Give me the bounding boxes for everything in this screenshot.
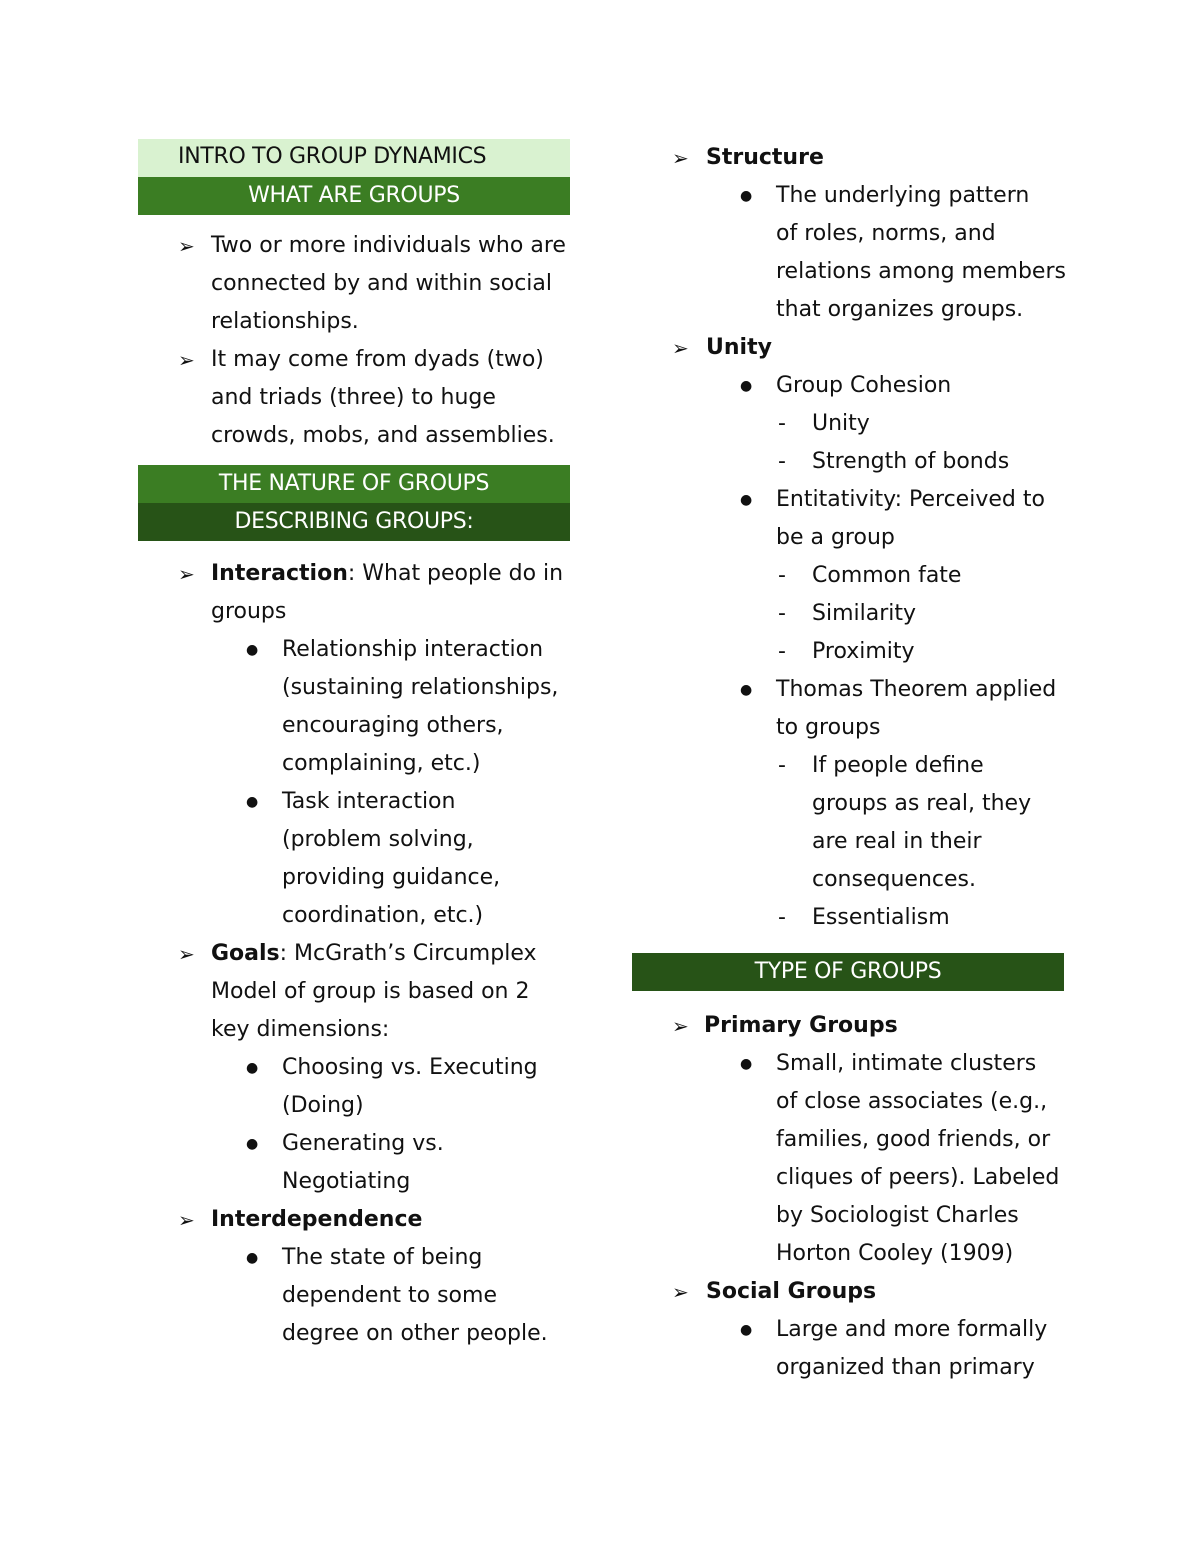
arrow-bullet-icon: ➢ <box>672 336 689 360</box>
dash-bullet: - <box>778 639 786 664</box>
what-item-1: ➢ Two or more individuals who are connected by and within social relationships. <box>138 227 570 341</box>
left-column <box>138 139 570 1353</box>
dot-bullet-icon: ● <box>740 682 753 698</box>
dot-bullet-icon: ● <box>246 1060 259 1076</box>
type-of-groups-band: TYPE OF GROUPS <box>632 953 1064 991</box>
arrow-bullet-icon: ➢ <box>178 1208 195 1232</box>
nature-band: THE NATURE OF GROUPS <box>138 465 570 519</box>
arrow-bullet-icon: ➢ <box>178 942 195 966</box>
dot-bullet-icon: ● <box>740 188 753 204</box>
arrow-bullet-icon: ➢ <box>178 348 195 372</box>
describing-band: DESCRIBING GROUPS: <box>138 503 570 541</box>
dot-bullet-icon: ● <box>246 1250 259 1266</box>
dash-bullet: - <box>778 905 786 930</box>
dash-bullet: - <box>778 449 786 474</box>
arrow-bullet-icon: ➢ <box>178 562 195 586</box>
interaction-item: ➢ Interaction: What people do in groups ● Relationship interaction (sustaining relationships, encouraging others, complaining, etc.) ● Task interaction (problem solving, providing guidance, coordination, etc.) <box>138 555 570 935</box>
dot-bullet-icon: ● <box>740 1056 753 1072</box>
what-are-groups-band: WHAT ARE GROUPS <box>138 177 570 215</box>
dash-bullet: - <box>778 753 786 778</box>
social-groups-item: ➢ Social Groups ● Large and more formally organized than primary <box>632 1273 1064 1387</box>
dot-bullet-icon: ● <box>740 492 753 508</box>
goals-item: ➢ Goals: McGrath’s Circumplex Model of group is based on 2 key dimensions: ● Choosing vs. Executing (Doing) ● Generating vs. Negotiating <box>138 935 570 1201</box>
unity-item: ➢ Unity ● Group Cohesion - Unity - Strength of bonds ● Entitativity: Perceived to be a group - Common fate - Similarity - Proximity ● Thomas Theorem applied to groups - If people define groups as real, they are real in their consequences. - Essentialism <box>632 329 1064 937</box>
dot-bullet-icon: ● <box>246 1136 259 1152</box>
what-item-2: ➢ It may come from dyads (two) and triads (three) to huge crowds, mobs, and assemblies. <box>138 341 570 455</box>
interdependence-item: ➢ Interdependence ● The state of being dependent to some degree on other people. <box>138 1201 570 1353</box>
dot-bullet-icon: ● <box>740 378 753 394</box>
primary-groups-item: ➢ Primary Groups ● Small, intimate clusters of close associates (e.g., families, good friends, or cliques of peers). Labeled by Sociologist Charles Horton Cooley (1909) <box>632 1007 1064 1273</box>
right-column <box>632 139 1064 1387</box>
title-band: INTRO TO GROUP DYNAMICS <box>138 139 570 193</box>
dash-bullet: - <box>778 601 786 626</box>
dot-bullet-icon: ● <box>740 1322 753 1338</box>
dash-bullet: - <box>778 563 786 588</box>
arrow-bullet-icon: ➢ <box>672 1280 689 1304</box>
dash-bullet: - <box>778 411 786 436</box>
dot-bullet-icon: ● <box>246 794 259 810</box>
dot-bullet-icon: ● <box>246 642 259 658</box>
arrow-bullet-icon: ➢ <box>178 234 195 258</box>
arrow-bullet-icon: ➢ <box>672 146 689 170</box>
arrow-bullet-icon: ➢ <box>672 1014 689 1038</box>
structure-item: ➢ Structure ● The underlying pattern of roles, norms, and relations among members that organizes groups. <box>632 139 1064 329</box>
